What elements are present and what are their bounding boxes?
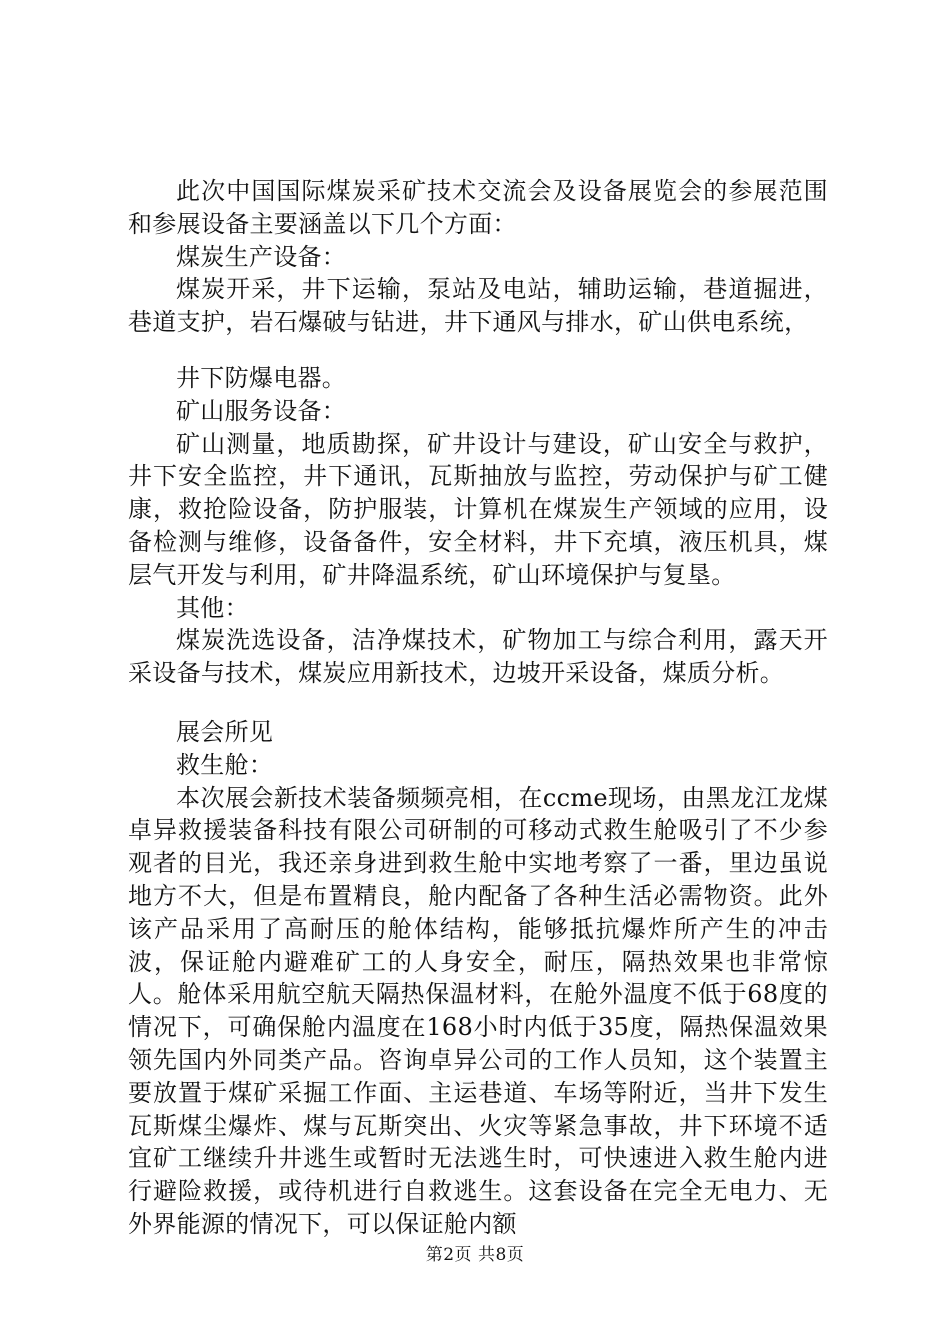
paragraph-rescue-capsule: 本次展会新技术装备频频亮相，在ccme现场，由黑龙江龙煤卓异救援装备科技有限公司研制的可移动式救生舱吸引了不少参观者的目光，我还亲身进到救生舱中实地考察了一番，里边虽说地方不大，但是布置精良，舱内配备了各种生活必需物资。此外该产品采用了高耐压的舱体结构，能够抵抗爆炸所产生的冲击波，保证舱内避难矿工的人身安全，耐压，隔热效果也非常惊人。舱体采用航空航天隔热保温材料，在舱外温度不低于68度的情况下，可确保舱内温度在168小时内低于35度，隔热保温效果领先国内外同类产品。咨询卓异公司的工作人员知，这个装置主要放置于煤矿采掘工作面、主运巷道、车场等附近，当井下发生瓦斯煤尘爆炸、煤与瓦斯突出、火灾等紧急事故，井下环境不适宜矿工继续升井逃生或暂时无法逃生时，可快速进入救生舱内进行避险救援，或待机进行自救逃生。这套设备在完全无电力、无外界能源的情况下，可以保证舱内额 bbox=[128, 783, 828, 1238]
page-number-footer: 第2页 共8页 bbox=[425, 1245, 525, 1265]
heading-other: 其他： bbox=[176, 593, 249, 622]
heading-rescue-capsule: 救生舱： bbox=[176, 750, 274, 779]
document-body bbox=[128, 175, 828, 1241]
heading-exhibition-seen: 展会所见 bbox=[176, 717, 274, 746]
paragraph-mine-service-list: 矿山测量，地质勘探，矿井设计与建设，矿山安全与救护，井下安全监控，井下通讯，瓦斯抽放与监控，劳动保护与矿工健康，救抢险设备，防护服装，计算机在煤炭生产领域的应用，设备检测与维修，设备备件，安全材料，井下充填，液压机具，煤层气开发与利用，矿井降温系统，矿山环境保护与复垦。 bbox=[128, 429, 828, 589]
heading-mine-service-equipment: 矿山服务设备： bbox=[176, 396, 347, 425]
paragraph-intro: 此次中国国际煤炭采矿技术交流会及设备展览会的参展范围和参展设备主要涵盖以下几个方面： bbox=[128, 177, 828, 238]
paragraph-explosion-proof: 井下防爆电器。 bbox=[176, 363, 347, 392]
paragraph-other-list: 煤炭洗选设备，洁净煤技术，矿物加工与综合利用，露天开采设备与技术，煤炭应用新技术，边坡开采设备，煤质分析。 bbox=[128, 626, 828, 688]
heading-coal-production-equipment: 煤炭生产设备： bbox=[176, 242, 347, 271]
paragraph-coal-production-list: 煤炭开采，井下运输，泵站及电站，辅助运输，巷道掘进，巷道支护，岩石爆破与钻进，井下通风与排水，矿山供电系统， bbox=[128, 275, 828, 337]
